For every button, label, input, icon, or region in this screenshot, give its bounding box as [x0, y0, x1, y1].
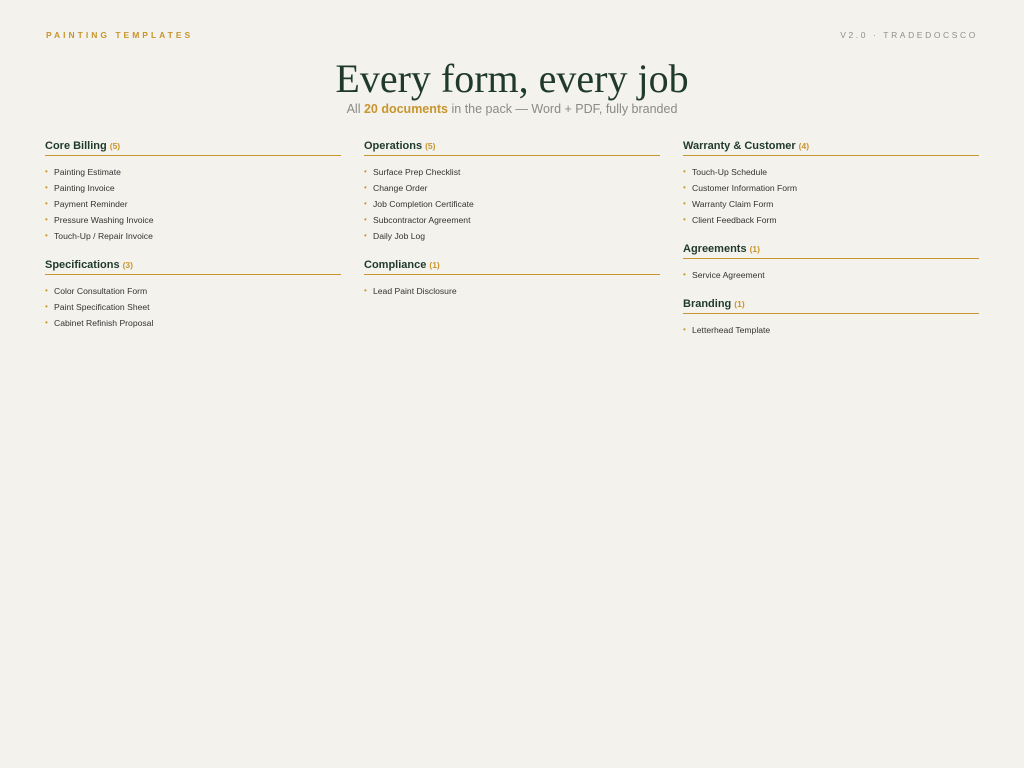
page-title: Every form, every job — [335, 56, 689, 101]
section-title: Branding — [683, 298, 732, 310]
bullet-icon: • — [683, 199, 686, 208]
section-header — [45, 256, 341, 275]
section-count: (3) — [122, 260, 133, 270]
subtitle-suffix: in the pack — Word + PDF, fully branded — [448, 102, 678, 116]
section-agreements — [683, 240, 979, 283]
document-list — [364, 164, 660, 244]
version-tag: V2.0 · TRADEDOCSCO — [840, 30, 978, 40]
list-item — [364, 212, 660, 228]
section-count: (1) — [734, 299, 745, 309]
document-name: Job Completion Certificate — [373, 199, 474, 209]
bullet-icon: • — [45, 286, 48, 295]
document-name: Touch-Up / Repair Invoice — [54, 231, 153, 241]
section-header — [683, 137, 979, 156]
bullet-icon: • — [683, 325, 686, 334]
section-header — [364, 137, 660, 156]
list-item — [683, 196, 979, 212]
list-item — [364, 228, 660, 244]
list-item — [45, 299, 341, 315]
bullet-icon: • — [683, 167, 686, 176]
list-item — [364, 196, 660, 212]
list-item — [683, 164, 979, 180]
bullet-icon: • — [364, 199, 367, 208]
bullet-icon: • — [364, 286, 367, 295]
section-title: Specifications — [45, 259, 120, 271]
top-bar — [46, 30, 978, 42]
section-core-billing — [45, 137, 341, 244]
document-name: Payment Reminder — [54, 199, 128, 209]
section-count: (1) — [749, 244, 760, 254]
section-count: (5) — [109, 141, 121, 151]
list-item — [683, 322, 979, 338]
document-name: Painting Estimate — [54, 167, 121, 177]
list-item — [45, 283, 341, 299]
section-count: (5) — [425, 141, 436, 151]
list-item — [45, 196, 341, 212]
bullet-icon: • — [364, 231, 367, 240]
bullet-icon: • — [45, 318, 48, 327]
column-3 — [683, 137, 979, 350]
document-name: Letterhead Template — [692, 325, 771, 335]
section-operations — [364, 137, 660, 244]
column-2 — [364, 137, 660, 311]
document-list — [45, 283, 341, 331]
bullet-icon: • — [683, 215, 686, 224]
list-item — [45, 228, 341, 244]
section-header — [364, 256, 660, 275]
document-name: Customer Information Form — [692, 183, 798, 193]
bullet-icon: • — [45, 199, 48, 208]
document-count-highlight: 20 documents — [363, 102, 449, 116]
brand-tag: PAINTING TEMPLATES — [46, 30, 194, 40]
document-name: Client Feedback Form — [692, 215, 777, 225]
bullet-icon: • — [45, 231, 48, 240]
bullet-icon: • — [683, 183, 686, 192]
document-name: Warranty Claim Form — [692, 199, 774, 209]
list-item — [45, 180, 341, 196]
subtitle-prefix: All — [346, 102, 364, 116]
section-title: Operations — [364, 140, 423, 152]
section-compliance — [364, 256, 660, 299]
document-name: Cabinet Refinish Proposal — [54, 318, 154, 328]
document-name: Service Agreement — [692, 270, 765, 280]
section-count: (4) — [798, 141, 810, 151]
document-list — [683, 267, 979, 283]
bullet-icon: • — [45, 167, 48, 176]
list-item — [364, 164, 660, 180]
list-item — [45, 315, 341, 331]
section-title: Agreements — [683, 243, 747, 255]
list-item — [45, 212, 341, 228]
section-title: Compliance — [364, 259, 427, 271]
document-name: Paint Specification Sheet — [54, 302, 150, 312]
list-item — [45, 164, 341, 180]
section-title: Core Billing — [45, 140, 107, 152]
section-header — [683, 295, 979, 314]
page-subtitle — [0, 101, 1024, 117]
section-branding — [683, 295, 979, 338]
document-list — [364, 283, 660, 299]
document-name: Daily Job Log — [373, 231, 426, 241]
document-list — [683, 322, 979, 338]
list-item — [364, 283, 660, 299]
list-item — [364, 180, 660, 196]
section-count: (1) — [429, 260, 440, 270]
list-item — [683, 267, 979, 283]
bullet-icon: • — [45, 215, 48, 224]
document-name: Touch-Up Schedule — [692, 167, 768, 177]
bullet-icon: • — [364, 167, 367, 176]
document-name: Lead Paint Disclosure — [373, 286, 457, 296]
section-specifications — [45, 256, 341, 331]
document-name: Surface Prep Checklist — [373, 167, 461, 177]
section-header — [45, 137, 341, 156]
list-item — [683, 212, 979, 228]
list-item — [683, 180, 979, 196]
section-header — [683, 240, 979, 259]
document-name: Pressure Washing Invoice — [54, 215, 154, 225]
column-1 — [45, 137, 341, 343]
document-name: Painting Invoice — [54, 183, 115, 193]
bullet-icon: • — [364, 183, 367, 192]
bullet-icon: • — [45, 302, 48, 311]
section-warranty-customer — [683, 137, 979, 228]
bullet-icon: • — [364, 215, 367, 224]
document-name: Change Order — [373, 183, 428, 193]
document-list — [45, 164, 341, 244]
document-list — [683, 164, 979, 228]
bullet-icon: • — [45, 183, 48, 192]
document-name: Subcontractor Agreement — [373, 215, 471, 225]
document-name: Color Consultation Form — [54, 286, 148, 296]
section-title: Warranty & Customer — [683, 140, 796, 152]
bullet-icon: • — [683, 270, 686, 279]
